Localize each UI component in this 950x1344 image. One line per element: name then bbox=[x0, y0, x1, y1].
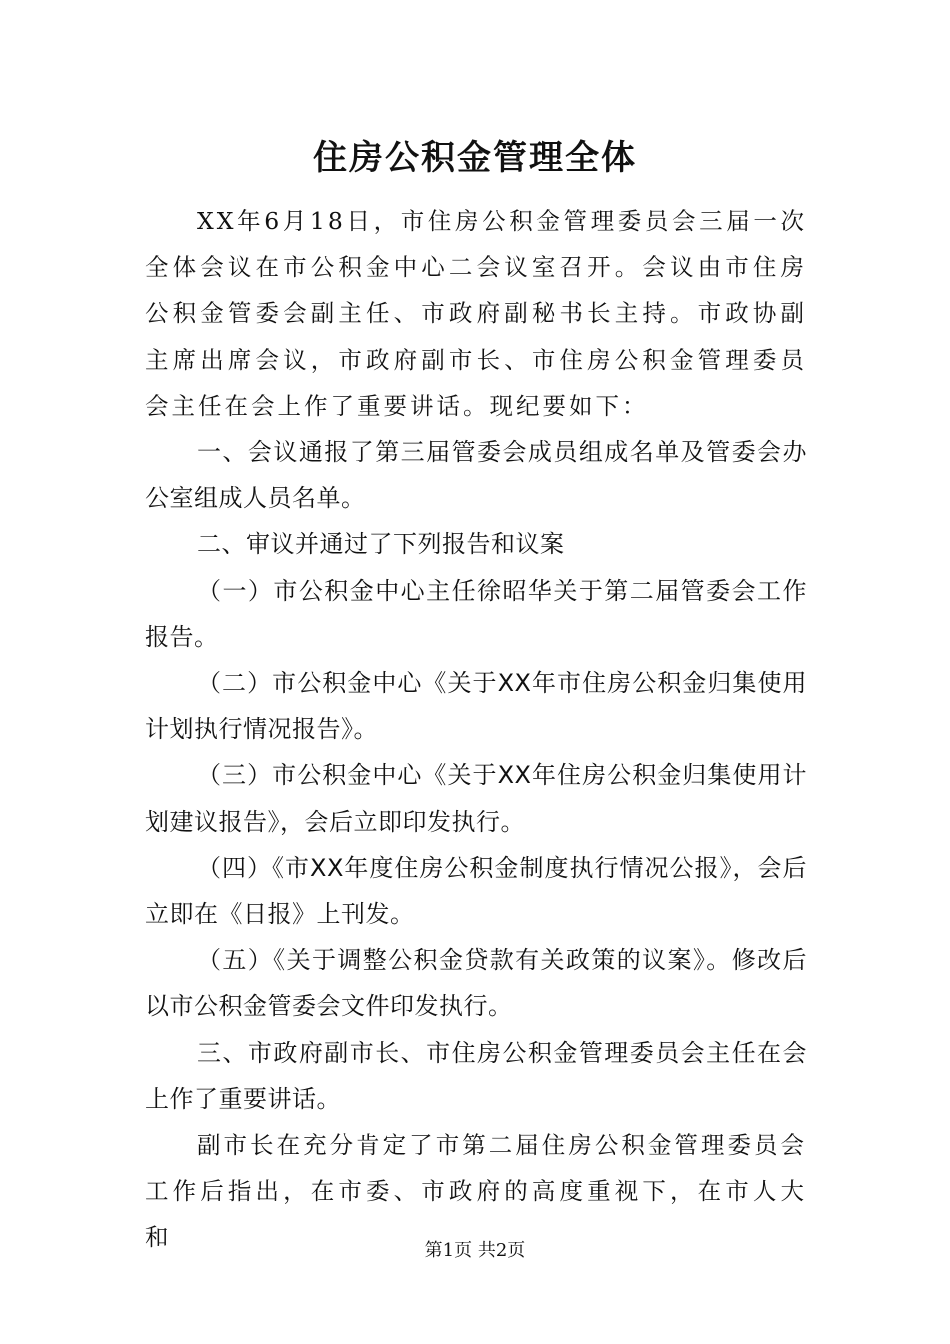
page-number-footer: 第1页 共2页 bbox=[424, 1240, 526, 1261]
document-body bbox=[145, 198, 807, 1261]
item-three-paragraph: （三）市公积金中心《关于XX年住房公积金归集使用计划建议报告》，会后立即印发执行。 bbox=[145, 761, 807, 836]
item-two-paragraph: （二）市公积金中心《关于XX年市住房公积金归集使用计划执行情况报告》。 bbox=[145, 669, 807, 744]
section-one-paragraph: 一、会议通报了第三届管委会成员组成名单及管委会办公室组成人员名单。 bbox=[145, 438, 807, 513]
section-three-paragraph: 三、市政府副市长、市住房公积金管理委员会主任在会上作了重要讲话。 bbox=[145, 1038, 807, 1113]
item-one-paragraph: （一）市公积金中心主任徐昭华关于第二届管委会工作报告。 bbox=[145, 576, 807, 651]
item-four-paragraph: （四）《市XX年度住房公积金制度执行情况公报》，会后立即在《日报》上刊发。 bbox=[145, 853, 807, 929]
document-title: 住房公积金管理全体 bbox=[313, 138, 637, 178]
speech-paragraph: 副市长在充分肯定了市第二届住房公积金管理委员会工作后指出，在市委、市政府的高度重视下，在市人大和 bbox=[145, 1131, 807, 1252]
intro-paragraph: XX年6月18日，市住房公积金管理委员会三届一次全体会议在市公积金中心二会议室召开。会议由市住房公积金管委会副主任、市政府副秘书长主持。市政协副主席出席会议，市政府副市长、市住房公积金管理委员会主任在会上作了重要讲话。现纪要如下： bbox=[145, 207, 807, 420]
item-five-paragraph: （五）《关于调整公积金贷款有关政策的议案》。修改后以市公积金管委会文件印发执行。 bbox=[145, 946, 807, 1021]
section-two-heading: 二、审议并通过了下列报告和议案 bbox=[197, 530, 565, 559]
